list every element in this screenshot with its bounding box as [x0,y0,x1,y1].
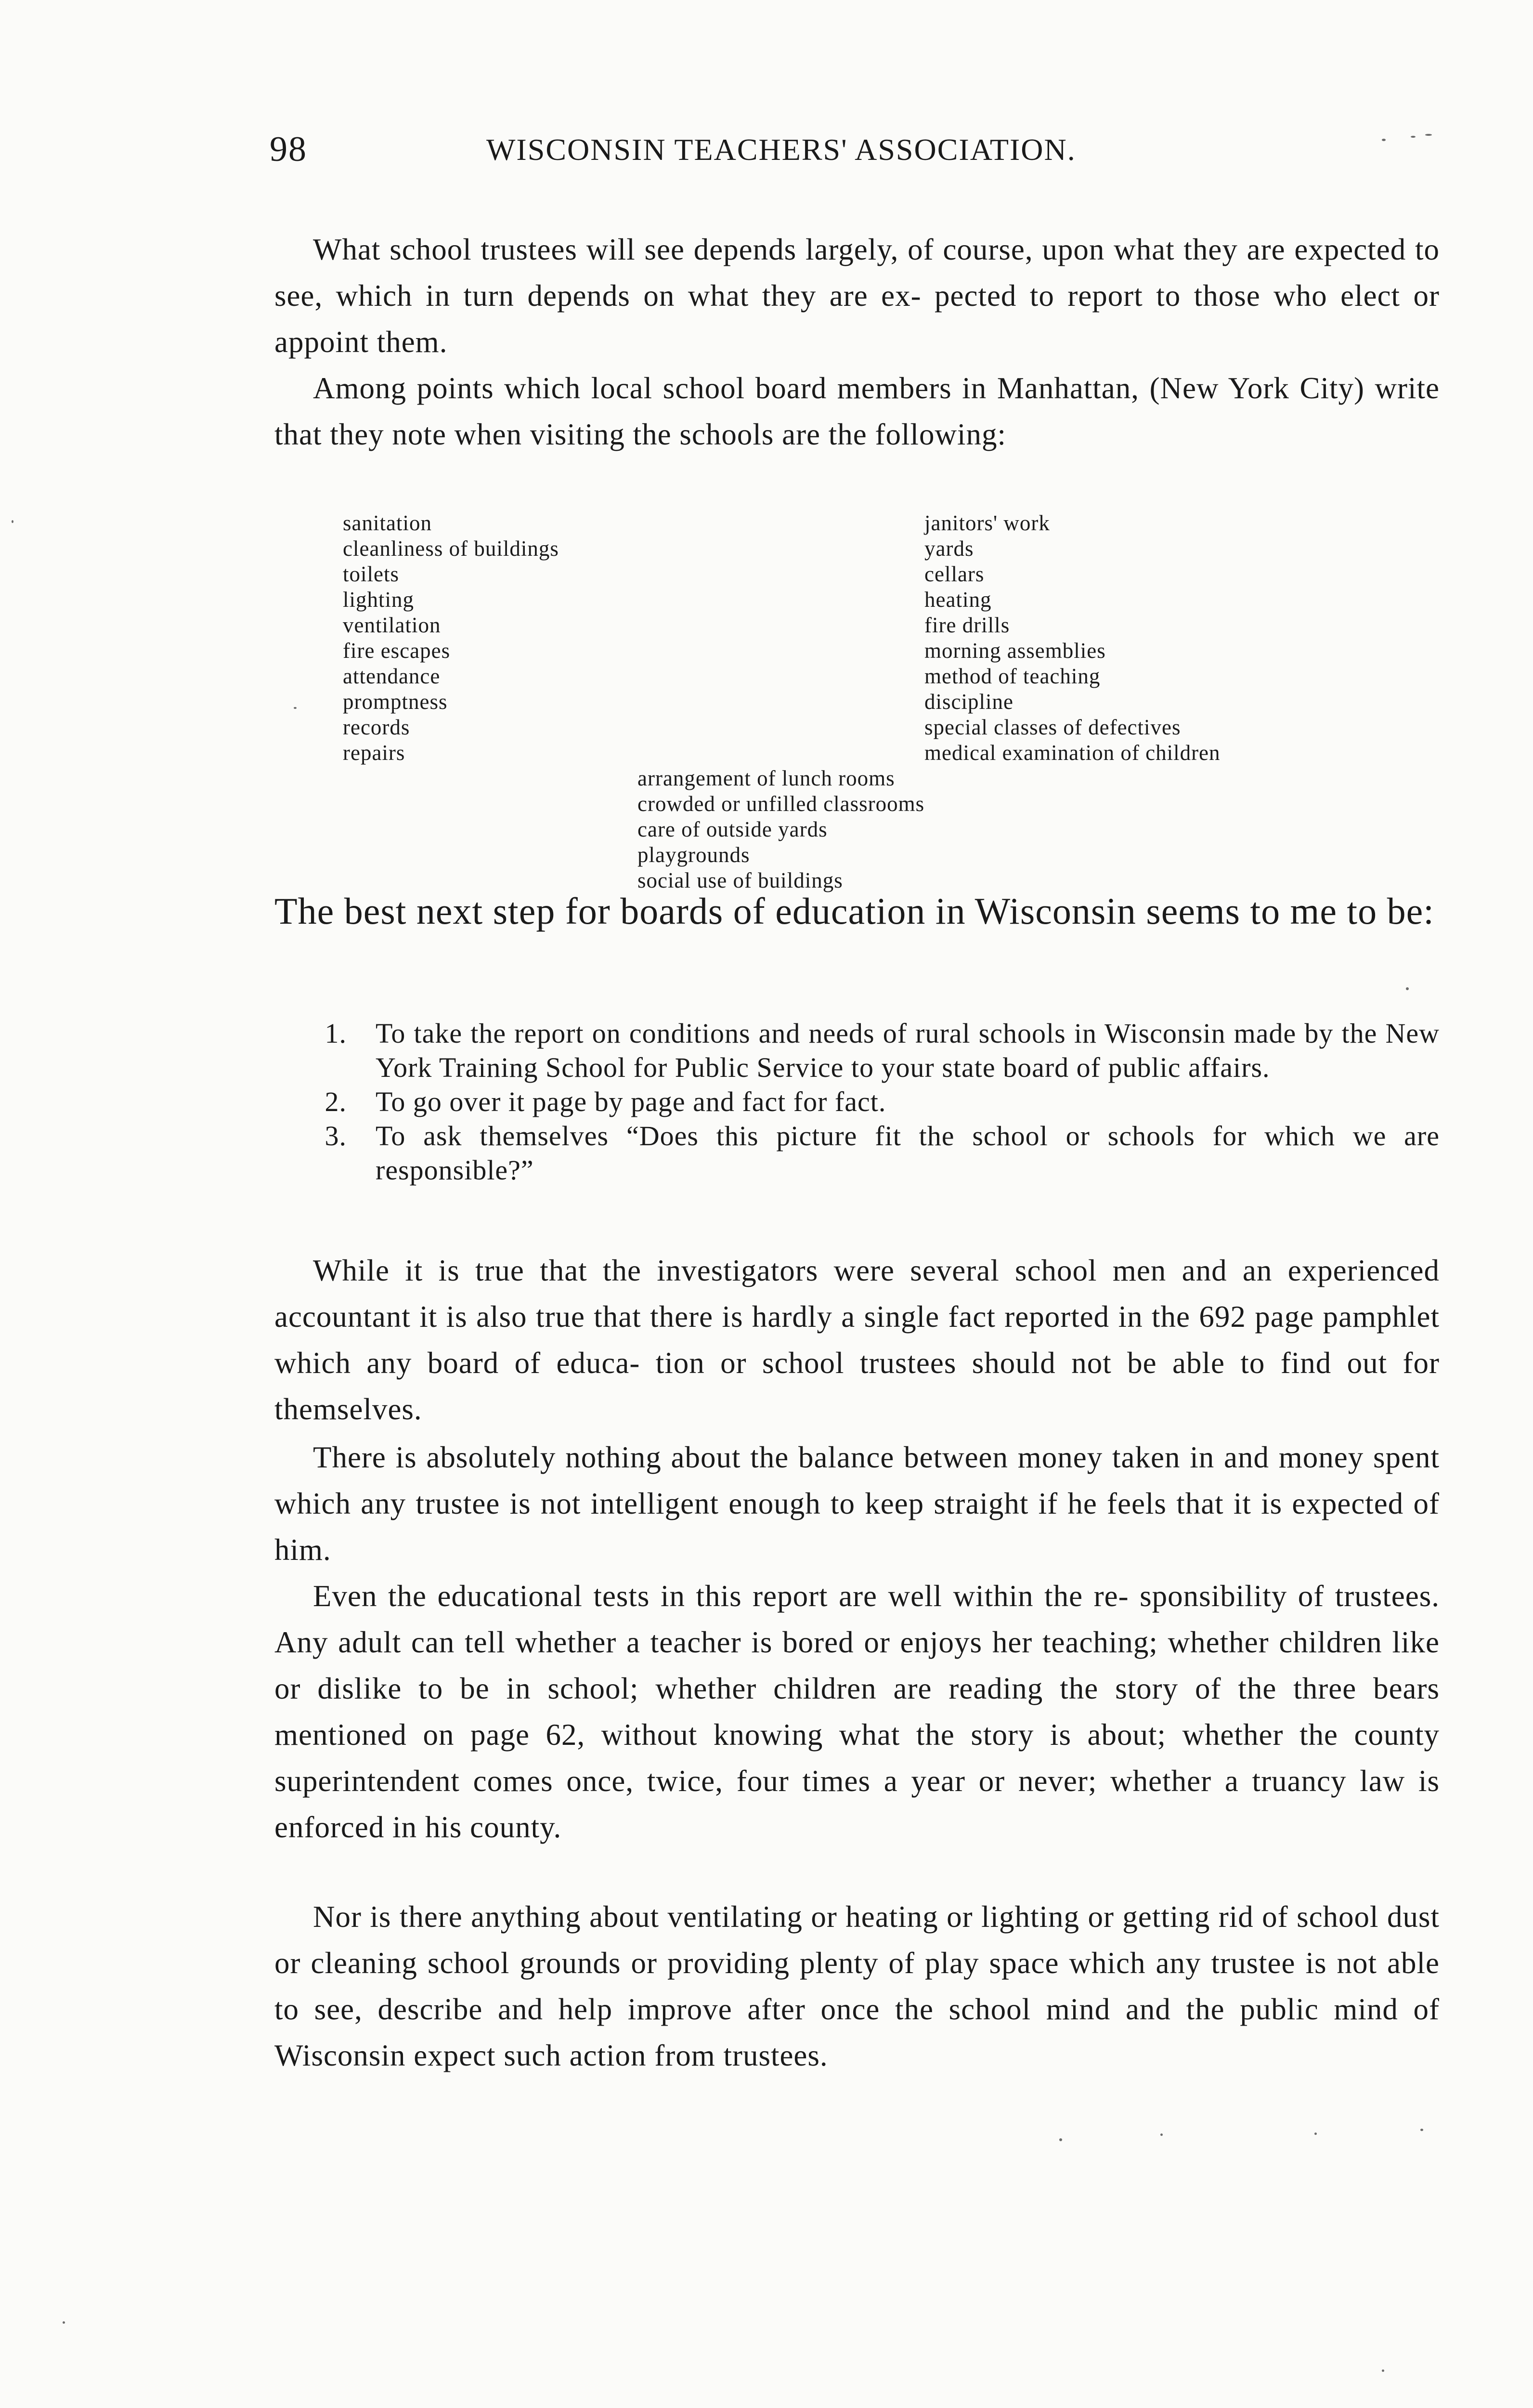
point-item: morning assemblies [924,639,1106,663]
paragraph-text: What school trustees will see depends largely, of course, upon what they are expected to see, which in turn depends on what they are ex- pected to report to those who elect or appoint them. [274,233,1440,359]
paragraph-text: There is absolutely nothing about the balance between money taken in and money spent which any trustee is not intelligent enough to keep straight if he feels that it is expected of him. [274,1440,1440,1567]
paragraph-text: Nor is there anything about ventilating or heating or lighting or getting rid of school dust or cleaning school grounds or providing plenty of play space which any trustee is not able to see, describe and help improve after once the school mind and the public mind of Wisconsin expect such action from trustees. [274,1900,1440,2072]
step-item [308,1085,1440,1119]
point-item: janitors' work [924,511,1050,535]
paper-speck [1314,2133,1317,2135]
paper-speck [1420,2129,1423,2131]
point-item: heating [924,588,992,612]
step-number: 3. [325,1120,347,1152]
point-item: fire drills [924,613,1010,637]
points-column-right [924,510,1425,766]
point-item: yards [924,537,974,561]
paragraph-text: Even the educational tests in this report are well within the re- sponsibility of trustees. Any adult can tell whether a teacher is bored or enjoys her teaching; whether children like or dislike to be in school; whether children are reading the story of the three bears mentioned on page 62, without knowing what the story is about; whether the county superintendent comes once, twice, four times a year or never; whether a truancy law is enforced in his county. [274,1579,1440,1844]
paper-speck [1160,2133,1163,2136]
point-item: arrangement of lunch rooms [637,766,895,790]
paragraph-ventilating [274,1894,1440,2079]
paragraph-text: Among points which local school board members in Manhattan, (New York City) write that they note when visiting the schools are the following: [274,371,1440,451]
paragraph-text: While it is true that the investigators were several school men and an experienced accountant it is also true that there is hardly a single fact reported in the 692 page pamphlet which any board of educa- tion or school trustees should not be able to find out for themselves. [274,1254,1440,1426]
paper-speck [1425,134,1432,136]
point-item: cellars [924,562,985,586]
running-head: WISCONSIN TEACHERS' ASSOCIATION. [486,132,1076,167]
paper-speck [1059,2138,1062,2141]
paper-speck [1382,139,1386,141]
step-item [308,1119,1440,1187]
step-item [308,1016,1440,1085]
best-next-step-heading [274,886,1440,936]
paper-speck [1411,136,1416,138]
point-item: crowded or unfilled classrooms [637,792,925,816]
best-next-step-text: The best next step for boards of education in Wisconsin seems to me to be: [274,890,1434,932]
step-text: To ask themselves “Does this picture fit the school or schools for which we are responsible?” [376,1120,1440,1186]
points-column-center [637,766,1215,893]
paper-speck [63,2321,65,2324]
point-item: fire escapes [343,639,451,663]
point-item: social use of buildings [637,868,843,892]
point-item: toilets [343,562,399,586]
paragraph-money-balance [274,1434,1440,1573]
point-item: repairs [343,741,405,765]
paper-speck [1382,2369,1384,2372]
points-column-left [343,510,824,766]
point-item: playgrounds [637,843,750,867]
step-text: To take the report on conditions and needs of rural schools in Wisconsin made by the New York Training School for Public Service to your state board of public affairs. [376,1018,1440,1083]
paragraph-trustees-expectations [274,226,1440,365]
point-item: discipline [924,690,1013,714]
page-number: 98 [270,130,307,169]
page-header [270,129,1440,182]
step-number: 1. [325,1018,347,1049]
point-item: attendance [343,664,441,688]
point-item: ventilation [343,613,441,637]
point-item: special classes of defectives [924,715,1181,739]
paragraph-manhattan-points [274,365,1440,458]
point-item: sanitation [343,511,432,535]
points-list [343,510,1416,891]
point-item: lighting [343,588,415,612]
paper-speck [1406,987,1409,990]
point-item: records [343,715,410,739]
point-item: promptness [343,690,448,714]
paper-speck [294,707,297,709]
step-number: 2. [325,1086,347,1117]
paragraph-investigators [274,1247,1440,1432]
point-item: method of teaching [924,664,1101,688]
paragraph-educational-tests [274,1573,1440,1850]
point-item: cleanliness of buildings [343,537,559,561]
steps-list [308,1016,1440,1187]
step-text: To go over it page by page and fact for fact. [376,1086,886,1117]
point-item: medical examination of children [924,741,1221,765]
point-item: care of outside yards [637,817,828,841]
paper-speck [12,520,13,523]
